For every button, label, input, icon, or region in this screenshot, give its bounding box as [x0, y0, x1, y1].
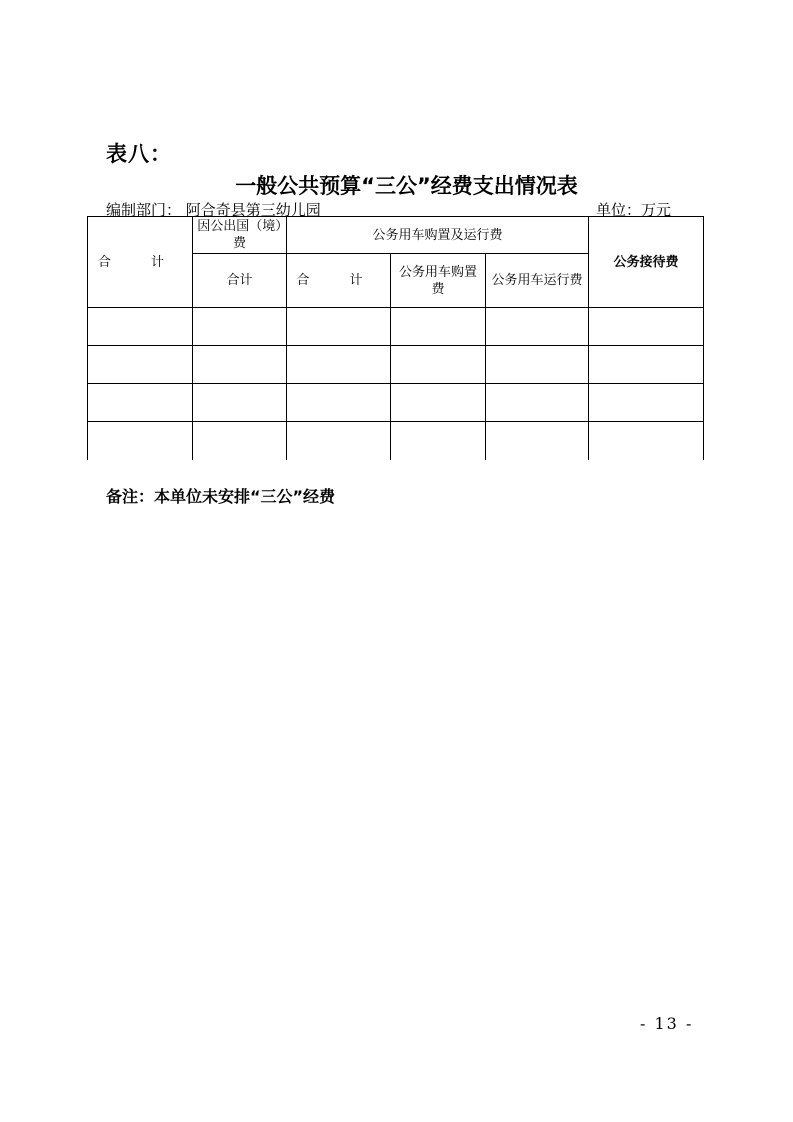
table-cell: [193, 308, 287, 346]
header-total: 合 计: [88, 217, 193, 308]
table-cell: [88, 308, 193, 346]
table-cell: [391, 422, 486, 461]
page-number: - 13 -: [640, 1014, 694, 1033]
compiler-value: 阿合奇县第三幼儿园: [185, 201, 321, 219]
table-cell: [287, 346, 391, 384]
document-title: 一般公共预算“三公”经费支出情况表: [235, 174, 578, 198]
table-row: [88, 422, 704, 461]
table-row: [88, 384, 704, 422]
table-cell: [391, 346, 486, 384]
header-abroad-total: 合计: [193, 254, 287, 308]
budget-table: [87, 216, 704, 460]
header-vehicle-group: 公务用车购置及运行费: [287, 217, 589, 254]
table-cell: [287, 422, 391, 461]
table-cell: [287, 308, 391, 346]
table-row: [88, 308, 704, 346]
header-vehicle-operation: 公务用车运行费: [486, 254, 589, 308]
header-reception: 公务接待费: [589, 217, 704, 308]
table-cell: [193, 346, 287, 384]
compiler-label: 编制部门：: [106, 201, 182, 219]
table-cell: [88, 346, 193, 384]
table-cell: [391, 384, 486, 422]
header-abroad: 因公出国（境）费: [193, 217, 287, 254]
table-cell: [589, 384, 704, 422]
table-cell: [589, 346, 704, 384]
table-cell: [589, 308, 704, 346]
table-cell: [287, 384, 391, 422]
table-cell: [193, 384, 287, 422]
table-row: [88, 346, 704, 384]
unit-label: 单位：万元: [596, 201, 672, 219]
table-cell: [486, 384, 589, 422]
table-cell: [391, 308, 486, 346]
header-vehicle-purchase: 公务用车购置费: [391, 254, 486, 308]
header-row-1: [88, 217, 704, 254]
table-cell: [88, 384, 193, 422]
table-cell: [589, 422, 704, 461]
table-cell: [88, 422, 193, 461]
table-cell: [486, 346, 589, 384]
header-vehicle-total: 合 计: [287, 254, 391, 308]
table-cell: [193, 422, 287, 461]
table-cell: [486, 422, 589, 461]
table-label: 表八：: [106, 142, 172, 166]
table-cell: [486, 308, 589, 346]
remarks-note: 备注：本单位未安排“三公”经费: [106, 487, 336, 506]
